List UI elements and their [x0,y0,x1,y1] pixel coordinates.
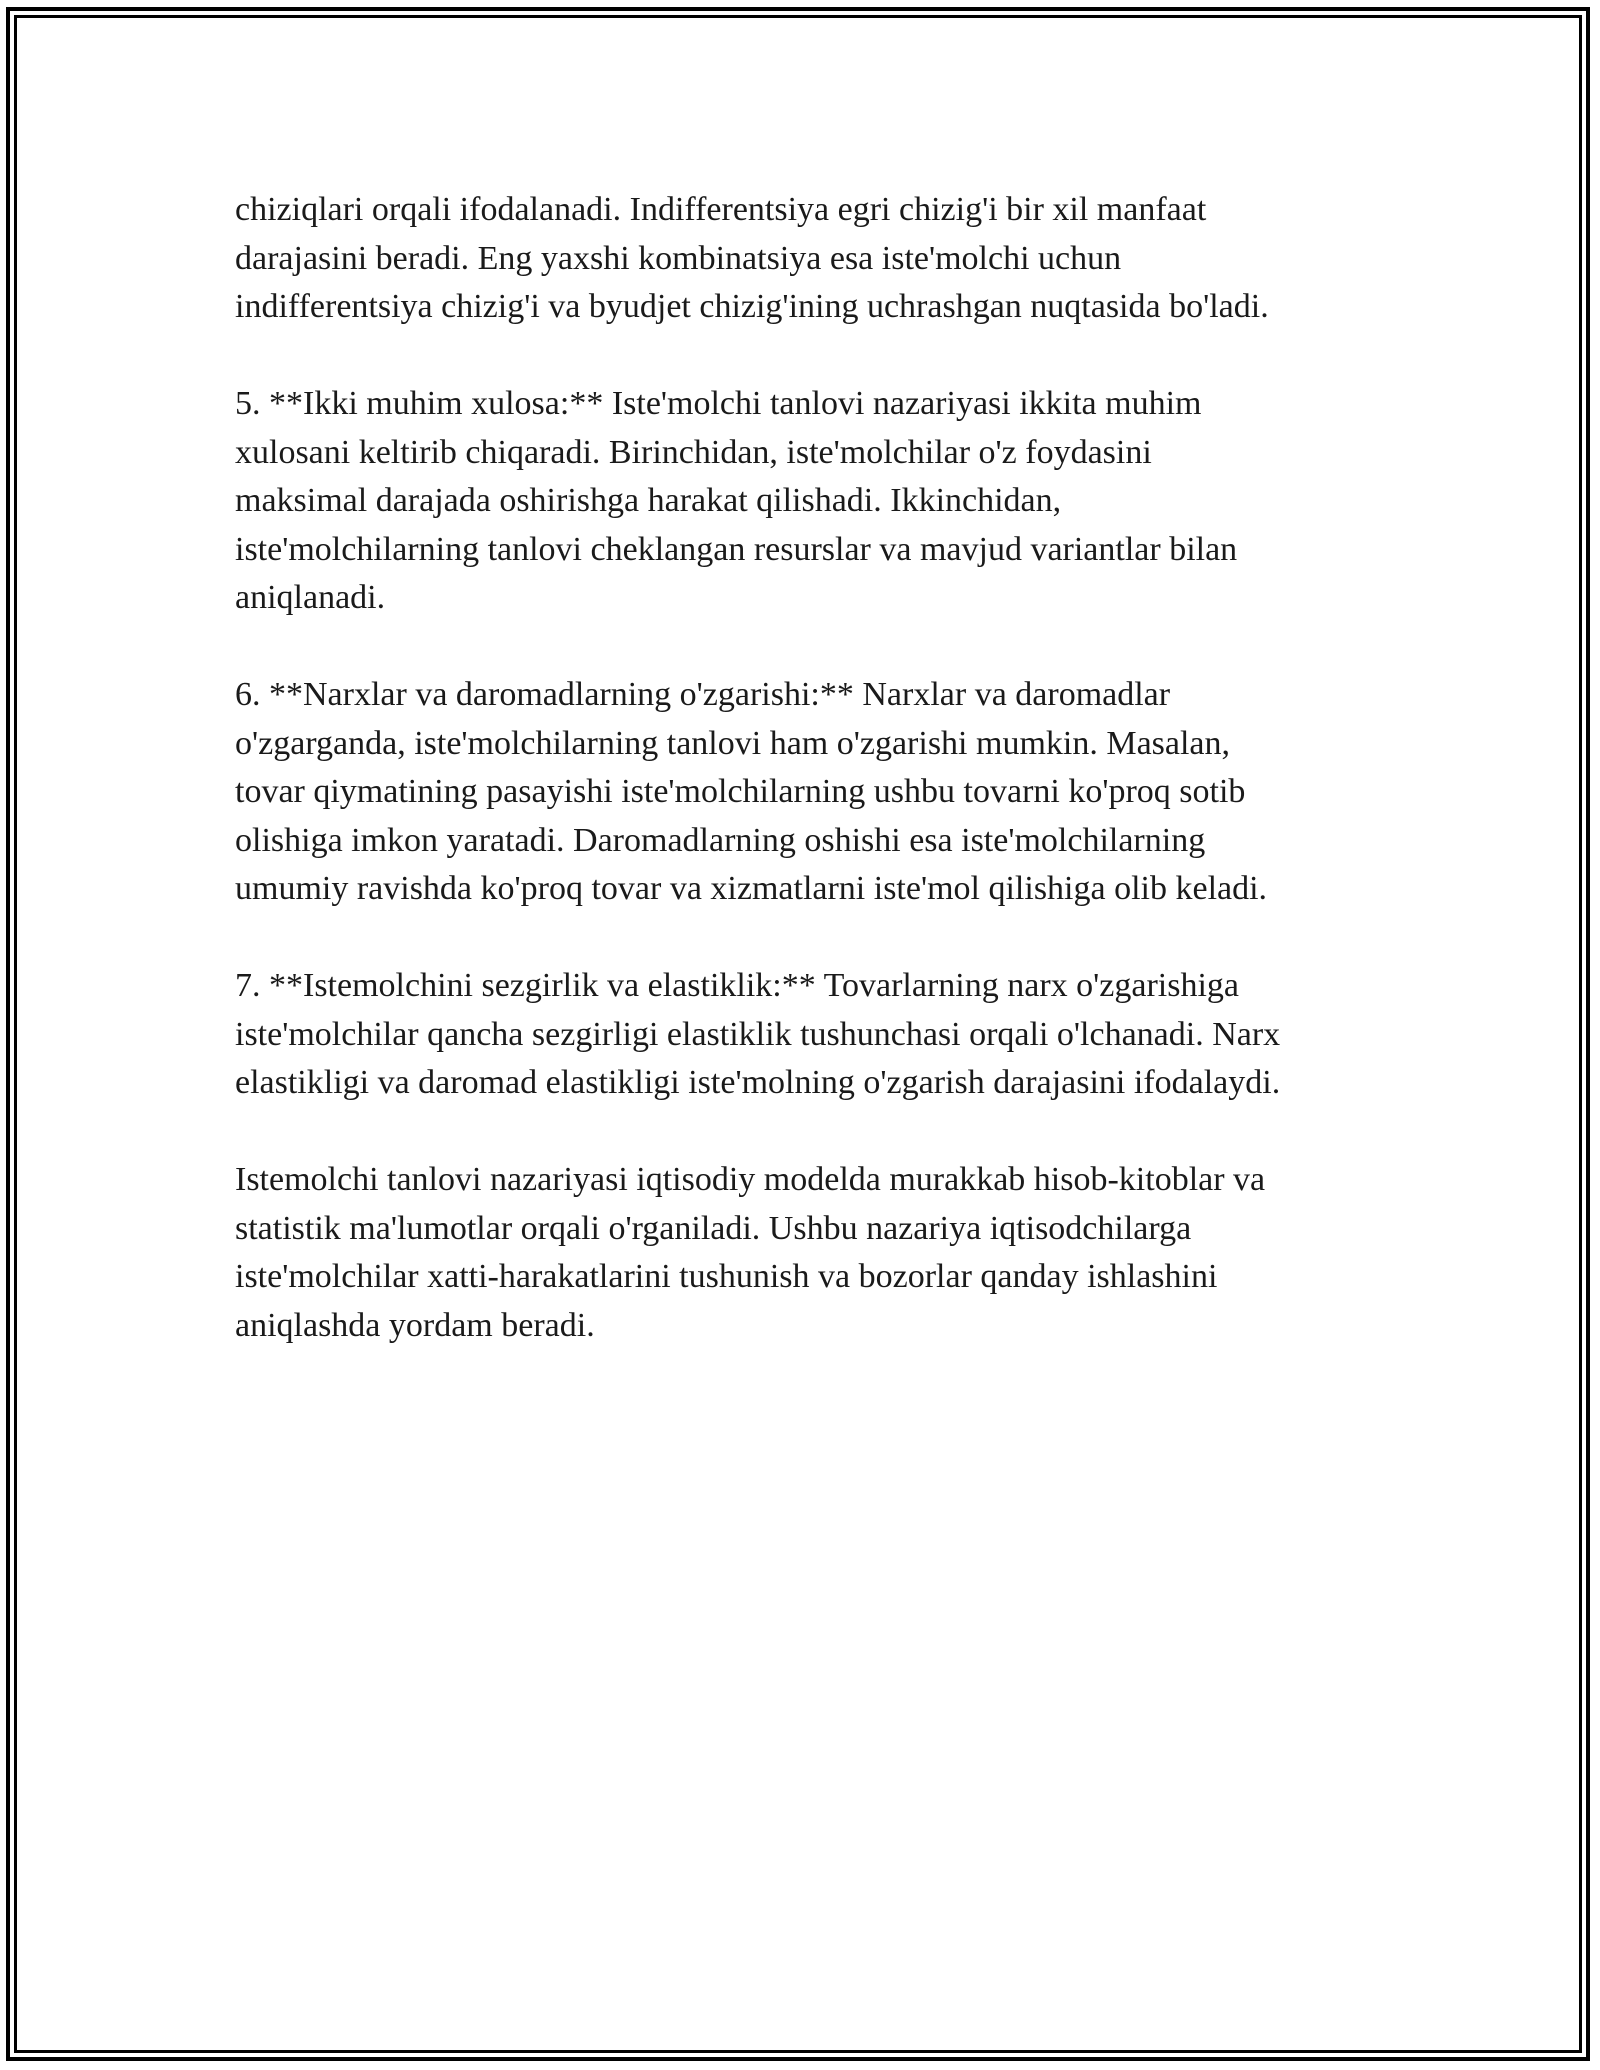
text-line: o'zgarganda, iste'molchilarning tanlovi ham o'zgarishi mumkin. Masalan, [235,724,1231,762]
text-line: aniqlashda yordam beradi. [235,1306,595,1344]
paragraph-indifference-curves [235,186,1415,332]
text-line: tovar qiymatining pasayishi iste'molchilarning ushbu tovarni ko'proq sotib [235,773,1246,810]
text-line: 6. **Narxlar va daromadlarning o'zgarishi:** Narxlar va daromadlar [235,676,1171,713]
paragraph-item-7 [235,962,1415,1108]
text-line: 7. **Istemolchini sezgirlik va elastiklik:** Tovarlarning narx o'zgarishiga [235,967,1239,1004]
text-line: olishiga imkon yaratadi. Daromadlarning oshishi esa iste'molchilarning [235,821,1206,859]
text-line: indifferentsiya chizig'i va byudjet chizig'ining uchrashgan nuqtasida bo'ladi. [235,288,1269,325]
text-line: elastikligi va daromad elastikligi iste'molning o'zgarish darajasini ifodalaydi. [235,1064,1281,1101]
text-line: aniqlanadi. [235,579,386,616]
text-line: iste'molchilar xatti-harakatlarini tushunish va bozorlar qanday ishlashini [235,1258,1218,1295]
paragraph-item-6 [235,671,1415,914]
paragraph-conclusion [235,1156,1415,1350]
document-body [235,186,1415,1399]
text-line: chiziqlari orqali ifodalanadi. Indifferentsiya egri chizig'i bir xil manfaat [235,191,1207,228]
text-line: darajasini beradi. Eng yaxshi kombinatsiya esa iste'molchi uchun [235,239,1122,277]
text-line: statistik ma'lumotlar orqali o'rganiladi. Ushbu nazariya iqtisodchilarga [235,1209,1192,1247]
text-line: umumiy ravishda ko'proq tovar va xizmatlarni iste'mol qilishiga olib keladi. [235,870,1268,907]
text-line: iste'molchilar qancha sezgirligi elastiklik tushunchasi orqali o'lchanadi. Narx [235,1015,1281,1053]
text-line: Istemolchi tanlovi nazariyasi iqtisodiy modelda murakkab hisob-kitoblar va [235,1161,1266,1198]
text-line: 5. **Ikki muhim xulosa:** Iste'molchi tanlovi nazariyasi ikkita muhim [235,385,1202,422]
text-line: iste'molchilarning tanlovi cheklangan resurslar va mavjud variantlar bilan [235,530,1238,568]
text-line: maksimal darajada oshirishga harakat qilishadi. Ikkinchidan, [235,482,1062,519]
text-line: xulosani keltirib chiqaradi. Birinchidan, iste'molchilar o'z foydasini [235,433,1152,471]
paragraph-item-5 [235,380,1415,623]
